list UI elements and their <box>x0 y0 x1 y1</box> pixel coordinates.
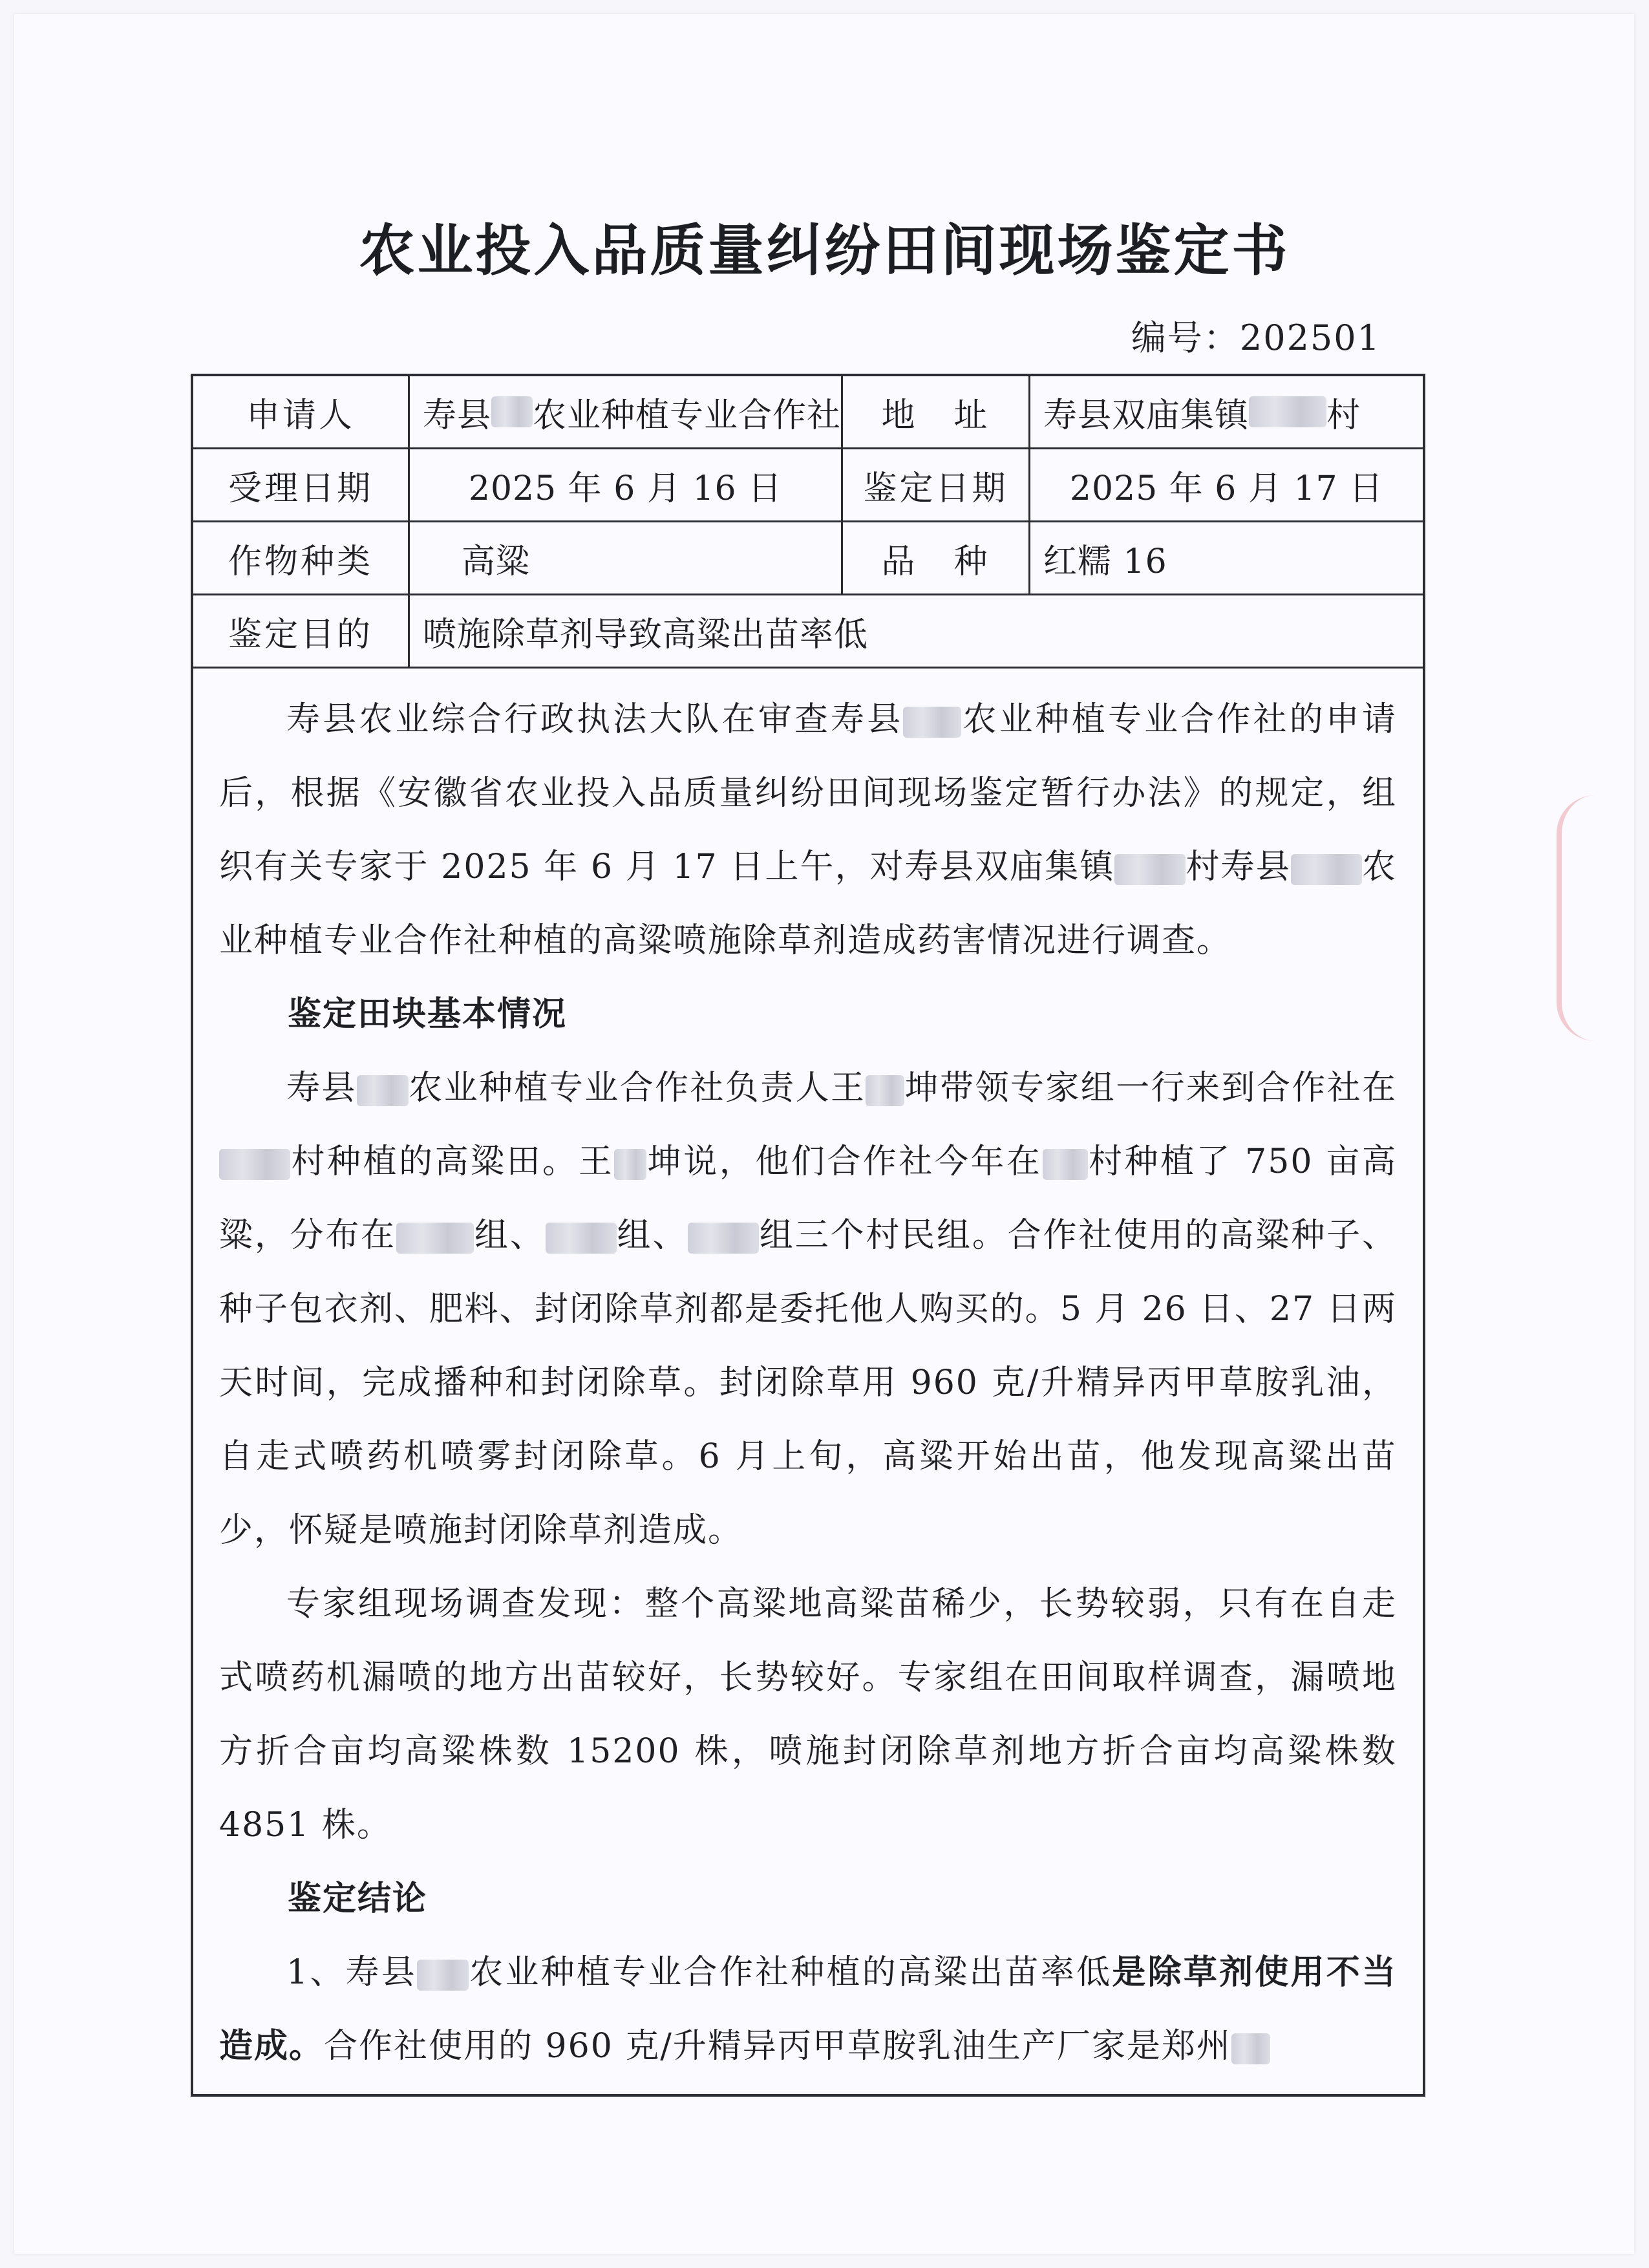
form-row-purpose <box>193 595 1423 669</box>
variety-label: 品 种 <box>843 522 1030 594</box>
conclusion-paragraph: 1、寿县 农业种植专业合作社种植的高粱出苗率低是除草剂使用不当造成。合作社使用的 960 克/升精异丙甲草胺乳油生产厂家是郑州 <box>219 1953 1397 2066</box>
heading-conclusion: 鉴定结论 <box>288 1879 428 1918</box>
redacted-block <box>1043 1149 1088 1180</box>
redacted-block <box>396 1223 474 1254</box>
applicant-label: 申请人 <box>193 376 410 447</box>
applicant-value <box>410 376 843 447</box>
form-row-applicant <box>193 376 1423 449</box>
appraisal-form-table <box>191 374 1425 2097</box>
redacted-block <box>903 707 961 738</box>
intro-paragraph: 寿县农业综合行政执法大队在审查寿县 农业种植专业合作社的申请后，根据《安徽省农业投入品质量纠纷田间现场鉴定暂行办法》的规定，组织有关专家于 2025 年 6 月 17 日上午，对寿县双庙集镇 村寿县 农业种植专业合作社种植的高粱喷施除草剂造成药害情况进行调查。 <box>219 700 1397 960</box>
heading-field-basic-info: 鉴定田块基本情况 <box>288 995 568 1034</box>
applicant-prefix: 寿县 <box>423 396 492 435</box>
redacted-block <box>1114 854 1186 885</box>
accept-date-value: 2025 年 6 月 16 日 <box>410 449 843 520</box>
redacted-block <box>688 1223 759 1254</box>
redacted-block <box>1249 396 1326 427</box>
redacted-block <box>546 1223 617 1254</box>
purpose-value: 喷施除草剂导致高粱出苗率低 <box>423 615 869 654</box>
redacted-block <box>1231 2033 1270 2064</box>
basic-info-paragraph: 寿县 农业种植专业合作社负责人王 坤带领专家组一行来到合作社在村种植的高粱田。王 坤说，他们合作社今年在 村种植了 750 亩高粱，分布在 组、 组、 组三个村民组。合作社使用的高粱种子、种子包衣剂、肥料、封闭除草剂都是委托他人购买的。5 月 26 日、27 日两天时间，完成播种和封闭除草。封闭除草用 960 克/升精异丙甲草胺乳油，自走式喷药机喷雾封闭除草。6 月上旬，高粱开始出苗，他发现高粱出苗少，怀疑是喷施封闭除草剂造成。 <box>219 1069 1397 1550</box>
document-title: 农业投入品质量纠纷田间现场鉴定书 <box>359 219 1290 283</box>
purpose-label: 鉴定目的 <box>193 595 410 667</box>
appraisal-date-value: 2025 年 6 月 17 日 <box>1069 469 1384 508</box>
redacted-block <box>357 1075 409 1106</box>
applicant-suffix: 农业种植专业合作社 <box>532 396 841 435</box>
appraisal-date-label: 鉴定日期 <box>843 449 1030 520</box>
form-row-crop <box>193 522 1423 595</box>
redacted-block <box>614 1149 646 1180</box>
redacted-block <box>219 1149 290 1180</box>
redacted-block <box>1291 854 1362 885</box>
seal-edge-mark <box>1557 795 1639 1041</box>
form-row-dates <box>193 449 1423 522</box>
address-prefix: 寿县双庙集镇 <box>1043 396 1250 435</box>
address-suffix: 村 <box>1326 396 1361 435</box>
survey-paragraph: 专家组现场调查发现：整个高粱地高粱苗稀少，长势较弱，只有在自走式喷药机漏喷的地方出苗较好，长势较好。专家组在田间取样调查，漏喷地方折合亩均高粱株数 15200 株，喷施封闭除草剂地方折合亩均高粱株数 4851 株。 <box>219 1585 1397 1845</box>
redacted-block <box>417 1960 469 1991</box>
variety-value: 红糯 16 <box>1043 542 1167 581</box>
crop-value: 高粱 <box>410 522 843 594</box>
accept-date-label: 受理日期 <box>193 449 410 520</box>
appraisal-body <box>193 669 1423 2094</box>
redacted-block <box>866 1075 904 1106</box>
address-label: 地 址 <box>843 376 1030 447</box>
crop-label: 作物种类 <box>193 522 410 594</box>
address-value <box>1030 376 1423 447</box>
redacted-block <box>491 396 533 427</box>
document-number: 编号：202501 <box>1131 317 1381 358</box>
